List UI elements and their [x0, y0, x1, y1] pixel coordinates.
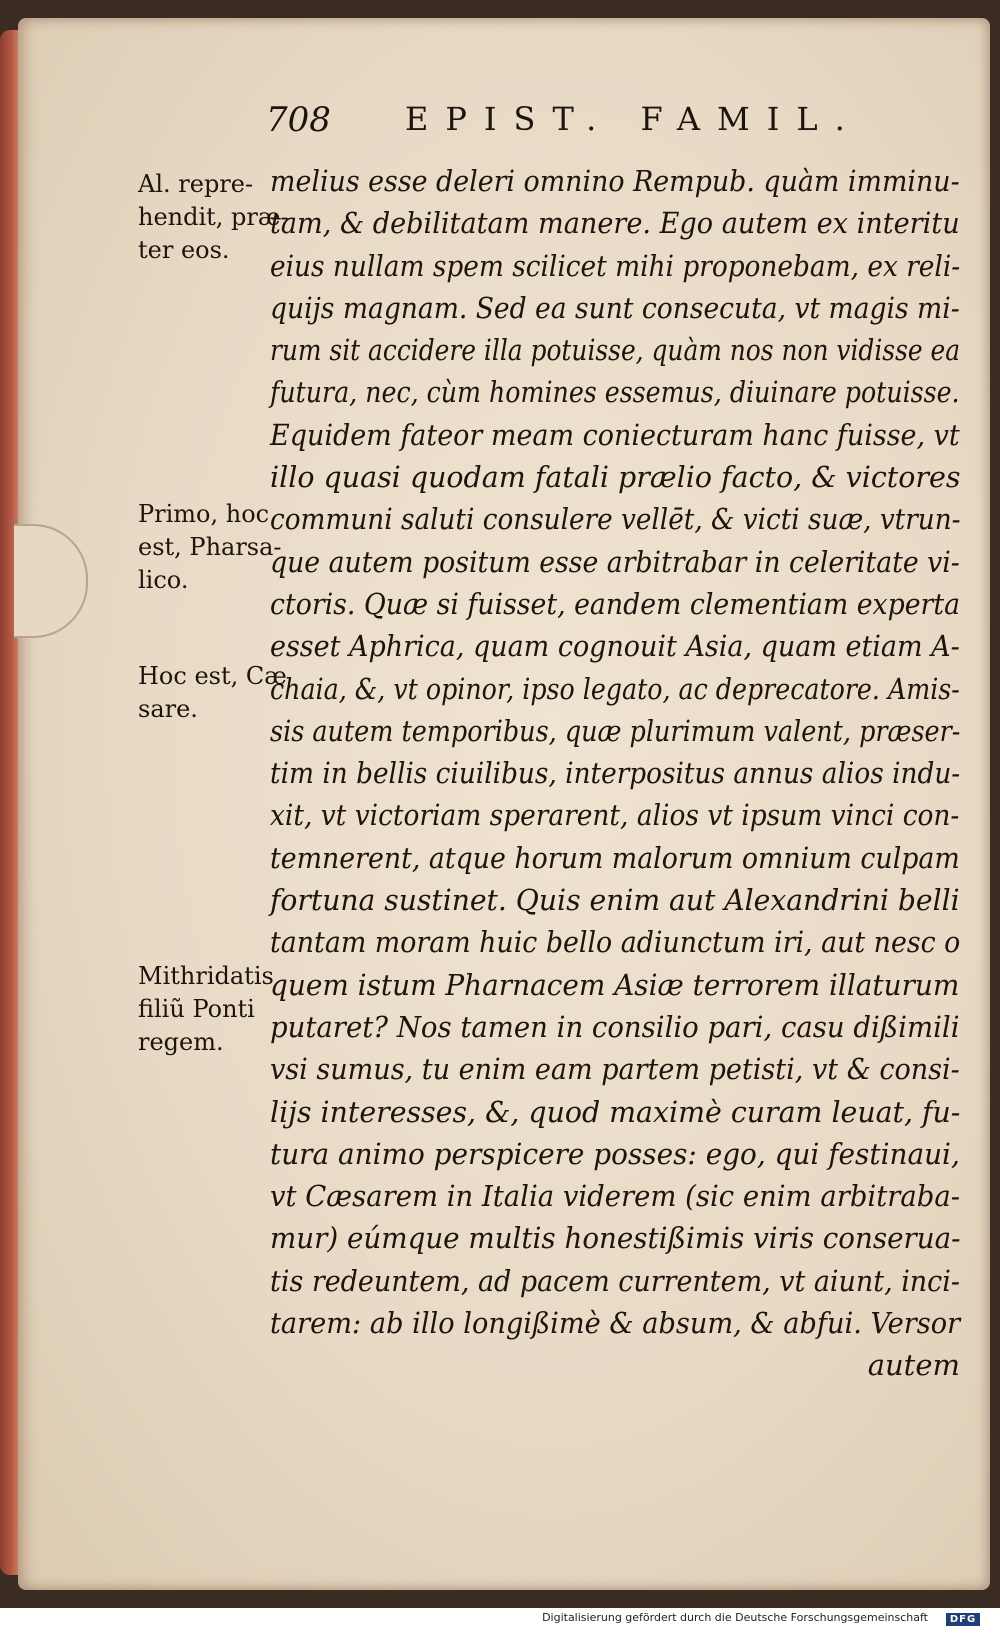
- text-line: tura animo perspicere posses: ego, qui festinaui,: [270, 1136, 960, 1171]
- marginal-line: lico.: [138, 566, 189, 594]
- text-line: temnerent, atque horum malorum omnium culpam: [270, 840, 960, 875]
- page-number: 708: [266, 100, 331, 140]
- text-line: sis autem temporibus, quæ plurimum valent, præser-: [270, 713, 961, 748]
- text-line: quem istum Pharnacem Asiæ terrorem illaturum: [270, 967, 960, 1002]
- text-line: communi saluti consulere vellēt, & victi suæ, vtrun-: [270, 502, 961, 537]
- dfg-logo: [934, 1610, 992, 1628]
- marginal-note: [138, 660, 287, 726]
- text-line: eius nullam spem scilicet mihi proponebam, ex reli-: [270, 248, 961, 283]
- text-line: tantam moram huic bello adiunctum iri, aut nesc o: [270, 925, 961, 960]
- marginal-note: [138, 498, 282, 597]
- text-line: tarem: ab illo longißimè & absum, & abfui. Versor: [270, 1306, 961, 1341]
- marginal-line: est, Pharsa-: [138, 533, 282, 561]
- finger-tab: [14, 524, 88, 638]
- text-line: tis redeuntem, ad pacem currentem, vt aiunt, inci-: [270, 1263, 960, 1298]
- text-line: vt Cæsarem in Italia viderem (sic enim arbitraba-: [270, 1179, 960, 1214]
- text-line: futura, nec, cùm homines essemus, diuinare potuisse.: [270, 375, 960, 410]
- marginal-line: Hoc est, Cæ: [138, 662, 287, 690]
- running-title: EPIST. FAMIL.: [405, 100, 862, 138]
- text-line: melius esse deleri omnino Rempub. quàm imminu-: [270, 164, 960, 198]
- text-line: lijs interesses, &, quod maximè curam leuat, fu-: [270, 1094, 961, 1129]
- text-line: tam, & debilitatam manere. Ego autem ex interitu: [270, 206, 960, 241]
- text-line: illo quasi quodam fatali prælio facto, & victores: [270, 460, 961, 495]
- marginal-line: hendit, præ-: [138, 203, 289, 231]
- text-line: ctoris. Quæ si fuisset, eandem clementiam experta: [270, 586, 961, 621]
- text-line: que autem positum esse arbitrabar in celeritate vi-: [270, 544, 960, 579]
- text-line: fortuna sustinet. Quis enim aut Alexandrini belli: [270, 883, 960, 918]
- text-line: putaret? Nos tamen in consilio pari, casu dißimili: [270, 1009, 960, 1044]
- text-line: tim in bellis ciuilibus, interpositus annus alios indu-: [270, 756, 961, 791]
- marginal-note: [138, 960, 274, 1059]
- catchword: autem: [867, 1348, 960, 1383]
- marginal-line: filiũ Ponti: [138, 995, 255, 1023]
- marginal-line: Primo, hoc: [138, 500, 270, 528]
- marginal-line: sare.: [138, 695, 198, 723]
- body-text: [270, 160, 960, 1387]
- text-line: Equidem fateor meam coniecturam hanc fuisse, vt: [270, 417, 960, 452]
- text-line: mur) eúmque multis honestißimis viris conserua-: [270, 1221, 961, 1256]
- text-line: esset Aphrica, quam cognouit Asia, quam etiam A-: [270, 629, 960, 664]
- marginal-line: ter eos.: [138, 236, 230, 264]
- funding-credit: Digitalisierung gefördert durch die Deutsche Forschungsgemeinschaft: [542, 1611, 928, 1624]
- marginal-line: Mithridatis: [138, 962, 274, 990]
- marginal-line: regem.: [138, 1028, 224, 1056]
- text-line: chaia, &, vt opinor, ipso legato, ac deprecatore. Amis-: [270, 671, 960, 706]
- dfg-logo-text: DFG: [946, 1613, 980, 1626]
- marginal-line: Al. repre-: [138, 170, 254, 198]
- text-line: quijs magnam. Sed ea sunt consecuta, vt magis mi-: [270, 290, 960, 325]
- text-line: xit, vt victoriam sperarent, alios vt ipsum vinci con-: [270, 798, 960, 833]
- text-line: rum sit accidere illa potuisse, quàm nos non vidisse ea: [270, 333, 961, 368]
- marginal-note: [138, 168, 289, 267]
- text-line: vsi sumus, tu enim eam partem petisti, vt & consi-: [270, 1052, 960, 1087]
